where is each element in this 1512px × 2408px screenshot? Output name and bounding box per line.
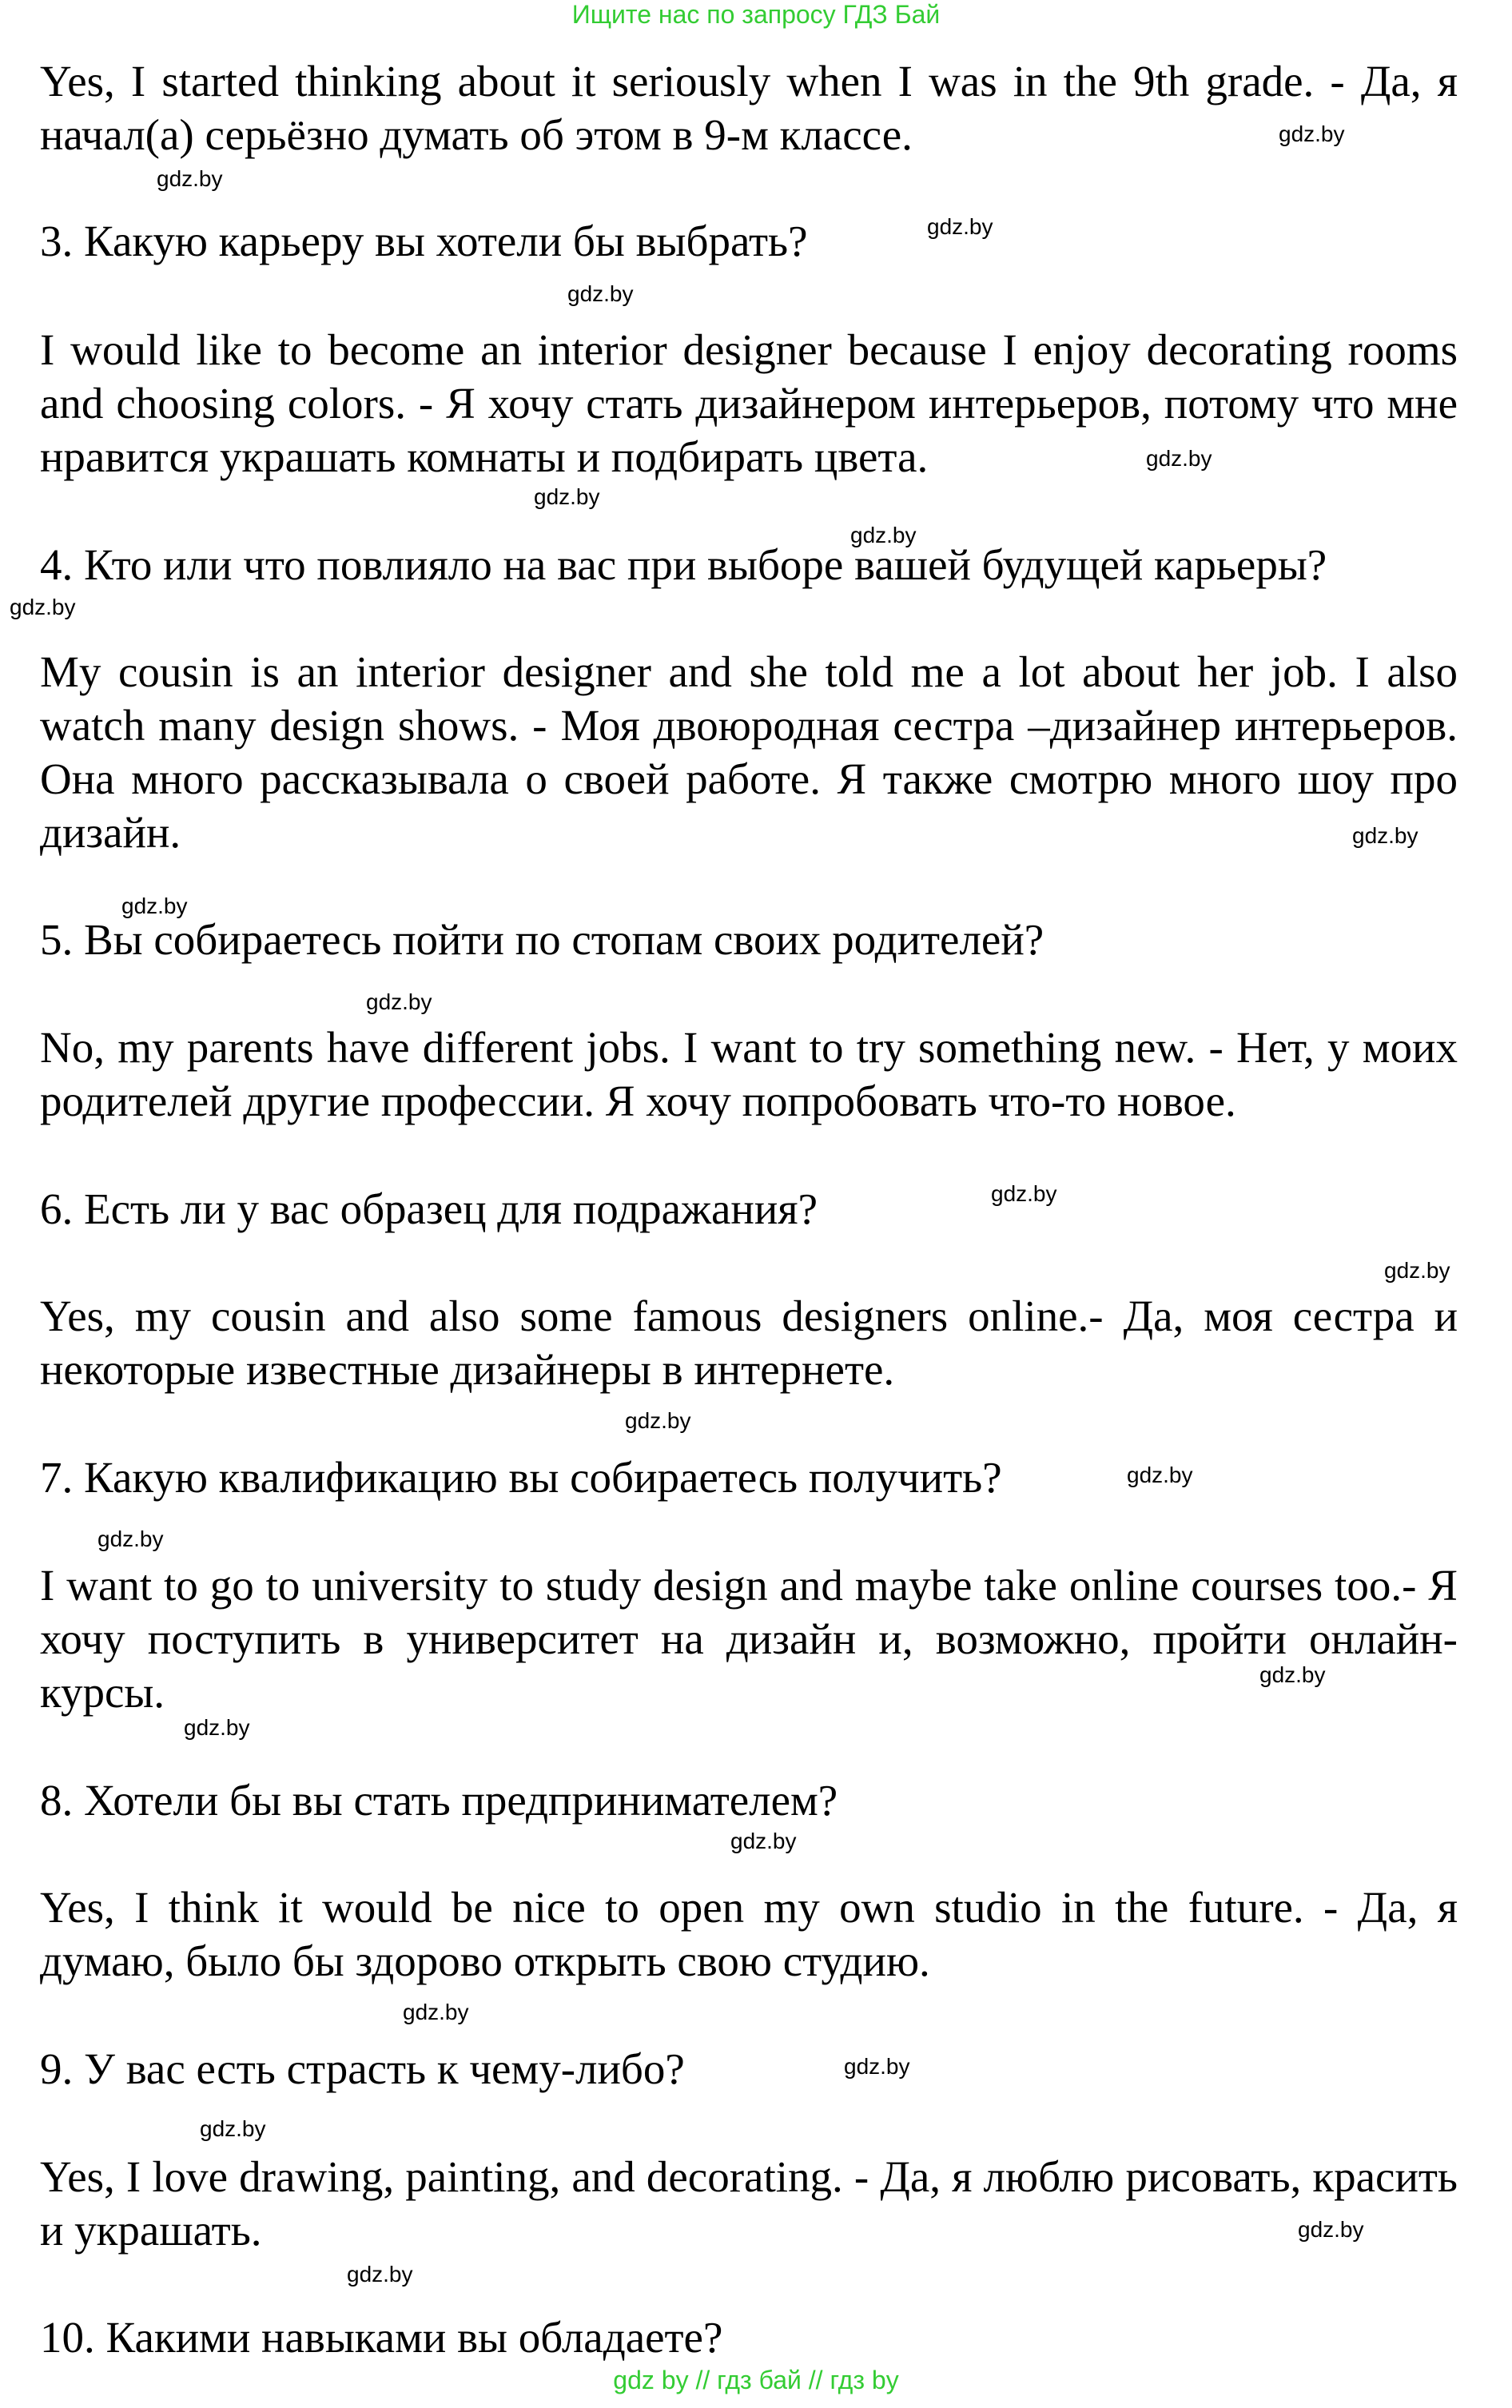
question-10: 10. Какими навыками вы обладаете?	[40, 2313, 723, 2362]
answer-8: Yes, I think it would be nice to open my own studio in the future. - Да, я думаю, было бы здорово открыть свою студию.	[40, 1883, 1458, 1985]
question-7: 7. Какую квалификацию вы собираетесь получить?	[40, 1453, 1002, 1502]
site-search-banner: Ищите нас по запросу ГДЗ Бай	[571, 0, 941, 29]
answer-5: No, my parents have different jobs. I want to try something new. - Нет, у моих родителей другие профессии. Я хочу попробовать что-то новое.	[40, 1023, 1458, 1125]
watermark: gdz.by	[403, 2000, 469, 2024]
watermark: gdz.by	[1279, 121, 1345, 146]
watermark: gdz.by	[534, 484, 600, 509]
question-6: 6. Есть ли у вас образец для подражания?	[40, 1184, 818, 1233]
watermark: gdz.by	[1146, 446, 1212, 471]
answer-3: I would like to become an interior designer because I enjoy decorating rooms and choosing colors. - Я хочу стать дизайнером интерьеров, потому что мне нравится украшать комнаты и подбирать цвета.	[40, 325, 1458, 481]
question-9: 9. У вас есть страсть к чему-либо?	[40, 2044, 685, 2093]
watermark: gdz.by	[121, 894, 188, 918]
watermark: gdz.by	[927, 214, 993, 239]
question-4: 4. Кто или что повлияло на вас при выборе вашей будущей карьеры?	[40, 540, 1327, 589]
answer-7: I want to go to university to study design and maybe take online courses too.- Я хочу поступить в университет на дизайн и, возможно, пройти онлайн-курсы.	[40, 1561, 1458, 1717]
watermark: gdz.by	[1259, 1662, 1326, 1687]
watermark: gdz.by	[184, 1715, 250, 1740]
watermark: gdz.by	[366, 989, 432, 1014]
watermark: gdz.by	[200, 2116, 266, 2141]
watermark: gdz.by	[157, 166, 223, 191]
question-3: 3. Какую карьеру вы хотели бы выбрать?	[40, 217, 808, 265]
watermark: gdz.by	[1352, 823, 1418, 848]
watermark: gdz.by	[1384, 1258, 1450, 1283]
watermark: gdz.by	[850, 523, 917, 547]
watermark: gdz.by	[1127, 1463, 1193, 1487]
watermark: gdz.by	[1298, 2217, 1364, 2242]
watermark: gdz.by	[10, 595, 76, 619]
watermark: gdz.by	[97, 1526, 164, 1551]
watermark: gdz.by	[347, 2262, 413, 2287]
watermark: gdz.by	[844, 2054, 910, 2079]
watermark: gdz.by	[567, 281, 634, 306]
watermark: gdz.by	[625, 1408, 691, 1433]
answer-9: Yes, I love drawing, painting, and decorating. - Да, я люблю рисовать, красить и украшать.	[40, 2152, 1458, 2255]
answer-2: Yes, I started thinking about it seriously when I was in the 9th grade. - Да, я начал(а) серьёзно думать об этом в 9-м классе.	[40, 57, 1458, 159]
answer-6: Yes, my cousin and also some famous designers online.- Да, моя сестра и некоторые известные дизайнеры в интернете.	[40, 1292, 1458, 1394]
answer-4: My cousin is an interior designer and she told me a lot about her job. I also watch many design shows. - Моя двоюродная сестра –дизайнер интерьеров. Она много рассказывала о своей работе. Я также смотрю много шоу про дизайн.	[40, 647, 1458, 857]
question-8: 8. Хотели бы вы стать предпринимателем?	[40, 1776, 838, 1825]
watermark: gdz.by	[730, 1829, 797, 1853]
question-5: 5. Вы собираетесь пойти по стопам своих родителей?	[40, 915, 1044, 964]
watermark: gdz.by	[991, 1181, 1057, 1206]
footer-banner: gdz by // гдз бай // гдз by	[613, 2366, 899, 2394]
